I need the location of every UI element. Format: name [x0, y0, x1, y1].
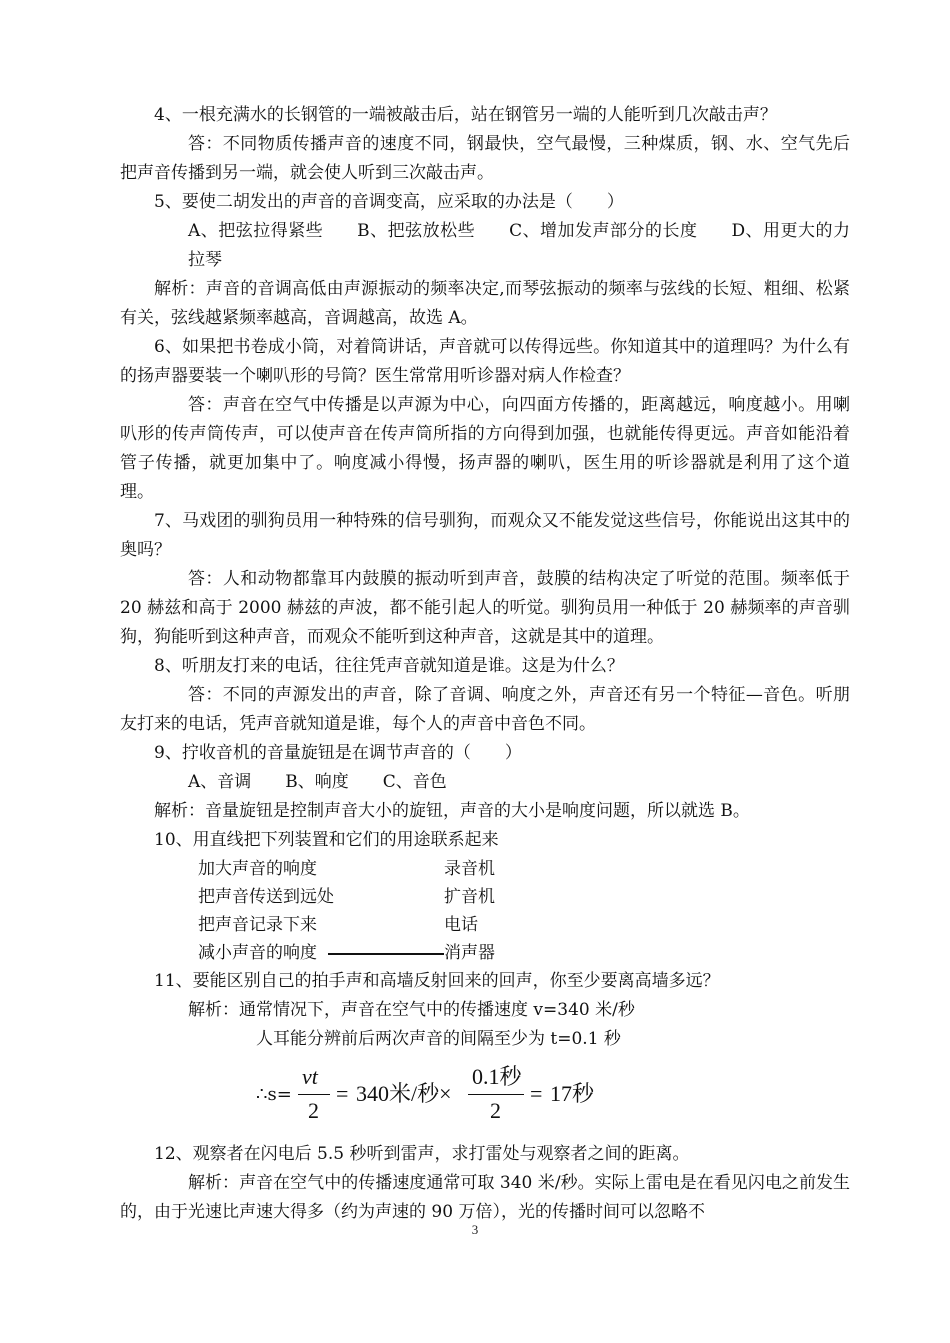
q10-pair	[120, 883, 850, 911]
q9-option-a: A、音调	[188, 772, 252, 792]
q10-right-item: 录音机	[444, 859, 495, 879]
q9-options	[120, 768, 850, 797]
q10-connecting-line	[328, 953, 444, 955]
formula-numerator-2: 0.1秒	[472, 1064, 522, 1089]
formula-equals-1: =	[336, 1081, 349, 1106]
formula-numerator-1: vt	[302, 1064, 318, 1089]
page-number: 3	[471, 1222, 479, 1237]
q11-formula	[120, 1064, 850, 1126]
q6-answer: 答：声音在空气中传播是以声源为中心，向四面方传播的，距离越远，响度越小。用喇叭形的传声筒传声，可以使声音在传声筒所指的方向得到加强，也就能传得更远。声音如能沿着管子传播，就更加集中了。响度减小得慢，扬声器的喇叭，医生用的听诊器就是利用了这个道理。	[120, 395, 850, 502]
q5-option-c: C、增加发声部分的长度	[509, 221, 698, 241]
q9-option-c: C、音色	[382, 772, 447, 792]
q12-analysis: 解析：声音在空气中的传播速度通常可取 340 米/秒。实际上雷电是在看见闪电之前发生的，由于光速比声速大得多（约为声速的 90 万倍），光的传播时间可以忽略不	[120, 1173, 850, 1222]
q12-question: 12、观察者在闪电后 5.5 秒听到雷声，求打雷处与观察者之间的距离。	[154, 1144, 690, 1164]
q10-matching	[120, 855, 850, 967]
q9-analysis: 解析：音量旋钮是控制声音大小的旋钮，声音的大小是响度问题，所以就选 B。	[154, 801, 750, 821]
q10-right-item: 消声器	[444, 943, 495, 963]
q10-right-item: 电话	[444, 915, 478, 935]
q10-pair	[120, 911, 850, 939]
page-content	[120, 101, 850, 1227]
formula-result: 17秒	[550, 1081, 595, 1106]
q4-question: 4、一根充满水的长钢管的一端被敲击后，站在钢管另一端的人能听到几次敲击声？	[154, 105, 777, 125]
q10-left-item: 加大声音的响度	[198, 859, 317, 879]
q5-question: 5、要使二胡发出的声音的音调变高，应采取的办法是（ ）	[154, 192, 624, 212]
formula-fraction-bar-2	[468, 1094, 524, 1095]
q10-left-item: 减小声音的响度	[198, 943, 317, 963]
formula-denominator-1: 2	[308, 1098, 319, 1123]
q5-options	[120, 217, 850, 275]
q5-option-a: A、把弦拉得紧些	[188, 221, 324, 241]
q6-question: 6、如果把书卷成小筒，对着筒讲话，声音就可以传得远些。你知道其中的道理吗？为什么有的扬声器要装一个喇叭形的号筒？医生常常用听诊器对病人作检查？	[120, 337, 850, 386]
q10-pair	[120, 855, 850, 883]
formula-prefix: ∴s=	[256, 1084, 292, 1105]
formula-middle: 340米/秒×	[356, 1081, 452, 1106]
q10-left-item: 把声音记录下来	[198, 915, 317, 935]
q10-left-item: 把声音传送到远处	[198, 887, 334, 907]
q5-option-d: D、用更大的力拉琴	[188, 221, 850, 270]
q7-question: 7、马戏团的驯狗员用一种特殊的信号驯狗，而观众又不能发觉这些信号，你能说出这其中的奥吗？	[120, 511, 850, 560]
q5-option-b: B、把弦放松些	[357, 221, 476, 241]
q10-right-item: 扩音机	[444, 887, 495, 907]
formula-equals-2: =	[530, 1081, 543, 1106]
q8-answer: 答：不同的声源发出的声音，除了音调、响度之外，声音还有另一个特征—音色。听朋友打来的电话，凭声音就知道是谁，每个人的声音中音色不同。	[120, 685, 850, 734]
q11-question: 11、要能区别自己的拍手声和高墙反射回来的回声，你至少要离高墙多远？	[154, 971, 720, 991]
formula-fraction-bar-1	[298, 1094, 330, 1095]
q8-question: 8、听朋友打来的电话，往往凭声音就知道是谁。这是为什么？	[154, 656, 624, 676]
q11-analysis-line1: 解析：通常情况下，声音在空气中的传播速度 v=340 米/秒	[188, 1000, 635, 1020]
q9-question: 9、拧收音机的音量旋钮是在调节声音的（ ）	[154, 743, 522, 763]
q11-analysis-line2: 人耳能分辨前后两次声音的间隔至少为 t=0.1 秒	[256, 1029, 621, 1049]
formula-denominator-2: 2	[490, 1098, 501, 1123]
q10-pair	[120, 939, 850, 967]
q7-answer: 答：人和动物都靠耳内鼓膜的振动听到声音，鼓膜的结构决定了听觉的范围。频率低于 20 赫兹和高于 2000 赫兹的声波，都不能引起人的听觉。驯狗员用一种低于 20 赫频率的声音驯狗，狗能听到这种声音，而观众不能听到这种声音，这就是其中的道理。	[120, 569, 850, 647]
q4-answer: 答：不同物质传播声音的速度不同，钢最快，空气最慢，三种煤质，钢、水、空气先后把声音传播到另一端，就会使人听到三次敲击声。	[120, 134, 850, 183]
q9-option-b: B、响度	[285, 772, 349, 792]
q5-analysis: 解析：声音的音调高低由声源振动的频率决定,而琴弦振动的频率与弦线的长短、粗细、松紧有关，弦线越紧频率越高，音调越高，故选 A。	[120, 279, 850, 328]
q10-question: 10、用直线把下列装置和它们的用途联系起来	[154, 830, 499, 850]
